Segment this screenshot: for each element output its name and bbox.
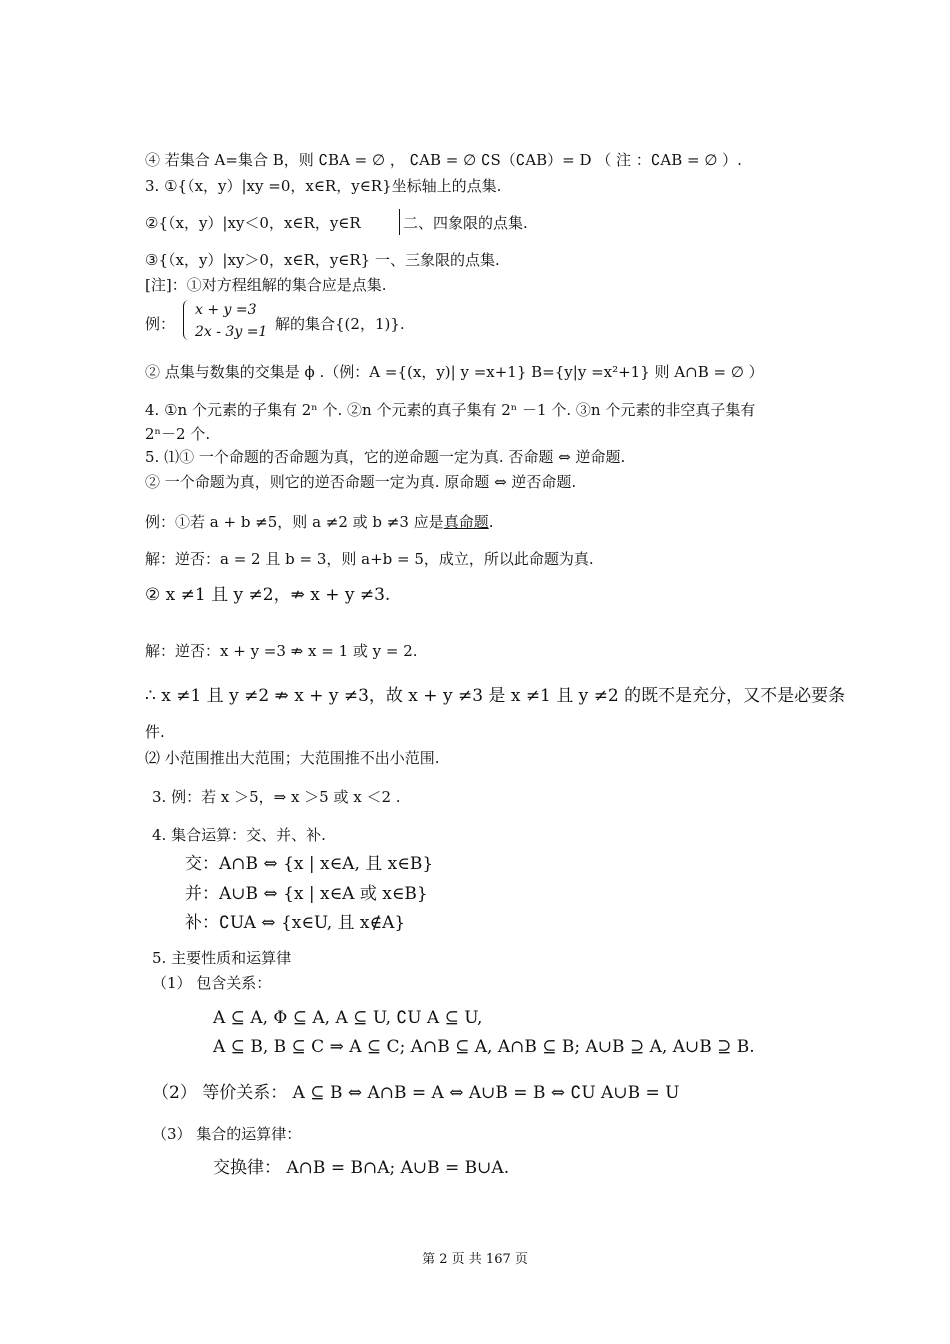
text-line: 3. 例：若 x ＞5，⇒ x ＞5 或 x ＜2 . (152, 788, 401, 806)
text-line: 解的集合{(2，1)}. (275, 315, 405, 333)
text-segment: . (488, 513, 494, 531)
text-line: 3. ①{（x，y）|xy =0，x∈R，y∈R}坐标轴上的点集. (145, 177, 502, 195)
text-line: ④ 若集合 A=集合 B，则 ∁BA = ∅ ， ∁AB = ∅ ∁S（∁AB）= D （ 注 ：∁AB = ∅ ）. (145, 151, 742, 169)
formula-line: 补：∁UA ⇔ {x∈U, 且 x∉A} (185, 913, 406, 933)
text-line: 5. 主要性质和运算律 (152, 949, 292, 967)
text-line: 2ⁿ－2 个. (145, 425, 211, 443)
text-line: ② 一个命题为真，则它的逆否命题一定为真. 原命题 ⇔ 逆否命题. (145, 473, 577, 491)
text-line: 5. ⑴① 一个命题的否命题为真，它的逆命题一定为真. 否命题 ⇔ 逆命题. (145, 448, 626, 466)
example-label: 例： (145, 315, 176, 333)
text-line: 4. ①n 个元素的子集有 2ⁿ 个. ②n 个元素的真子集有 2ⁿ －1 个. ③n 个元素的非空真子集有 (145, 401, 756, 419)
formula-line: A ⊆ A, Φ ⊆ A, A ⊆ U, ∁U A ⊆ U, (213, 1008, 483, 1028)
text-line (145, 512, 493, 532)
text-segment: 例：①若 a + b ≠5，则 a ≠2 或 b ≠3 应是 (145, 513, 444, 531)
formula-line: 并：A∪B ⇔ {x | x∈A 或 x∈B} (185, 884, 428, 904)
text-line: [注]：①对方程组解的集合应是点集. (145, 276, 387, 294)
formula-line: 交：A∩B ⇔ {x | x∈A, 且 x∈B} (185, 854, 434, 874)
system-brace (183, 300, 191, 340)
underlined-term: 真命题 (443, 513, 489, 531)
text-line: 件. (145, 723, 165, 741)
equation-line: x + y =3 (195, 302, 257, 318)
page-footer: 第 2 页 共 167 页 (422, 1252, 528, 1267)
text-line: 解：逆否：x + y =3 ⇏ x = 1 或 y = 2. (145, 642, 418, 660)
equation-line: 2x - 3y =1 (195, 324, 268, 340)
text-line: 解：逆否：a = 2 且 b = 3，则 a+b = 5，成立，所以此命题为真. (145, 550, 594, 568)
formula-line: 交换律： A∩B = B∩A; A∪B = B∪A. (213, 1158, 510, 1178)
formula-line: （2） 等价关系： A ⊆ B ⇔ A∩B = A ⇔ A∪B = B ⇔ ∁U A∪B = U (152, 1083, 680, 1103)
formula-line: A ⊆ B, B ⊆ C ⇒ A ⊆ C; A∩B ⊆ A, A∩B ⊆ B; A∪B ⊇ A, A∪B ⊇ B. (213, 1037, 755, 1057)
text-line: ② 点集与数集的交集是 ϕ .（例：A ={(x，y)| y =x+1} B={y|y =x²+1} 则 A∩B = ∅ ） (145, 363, 764, 381)
text-line: ③{（x，y）|xy＞0，x∈R，y∈R} 一、三象限的点集. (145, 251, 500, 269)
text-line: ② x ≠1 且 y ≠2，⇏ x + y ≠3. (145, 585, 391, 605)
text-line: （3） 集合的运算律： (152, 1125, 302, 1143)
text-line: ⑵ 小范围推出大范围；大范围推不出小范围. (145, 749, 440, 767)
text-line: 二、四象限的点集. (403, 214, 528, 232)
text-line: （1） 包含关系： (152, 974, 272, 992)
text-line: ∴ x ≠1 且 y ≠2 ⇏ x + y ≠3，故 x + y ≠3 是 x ≠1 且 y ≠2 的既不是充分，又不是必要条 (145, 686, 846, 706)
text-line: 4. 集合运算：交、并、补. (152, 826, 326, 844)
brace-mark (395, 209, 400, 235)
text-line: ②{（x，y）|xy＜0，x∈R，y∈R (145, 214, 361, 232)
